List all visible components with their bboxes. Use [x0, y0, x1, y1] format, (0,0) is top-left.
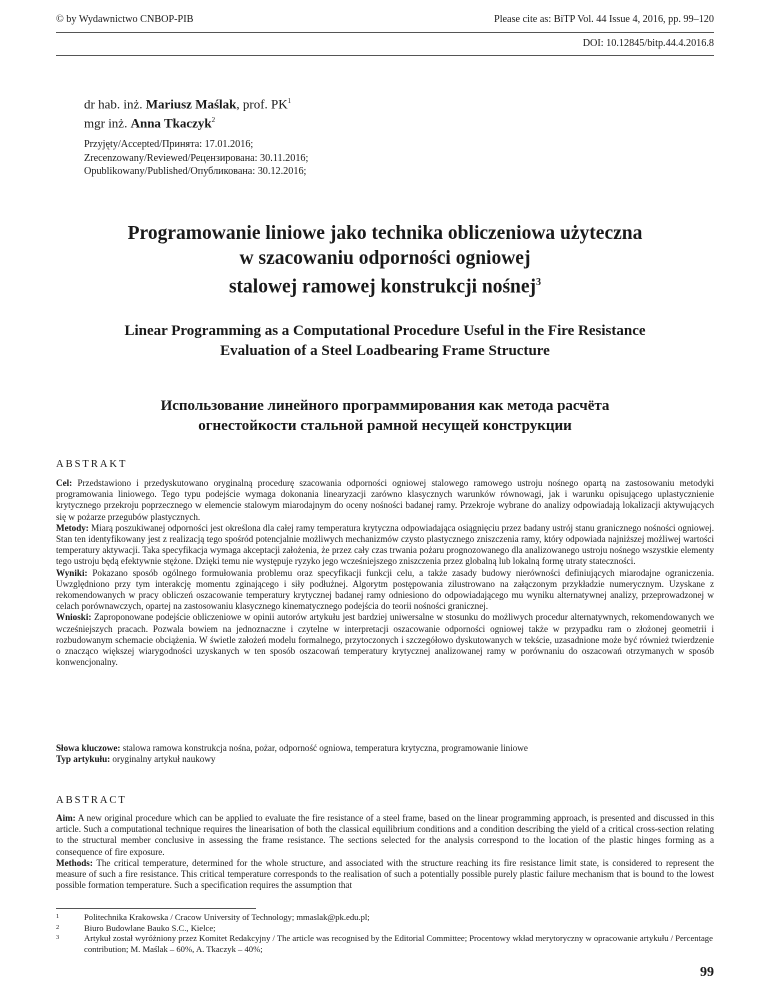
footnote-1: 1 Politechnika Krakowska / Cracow University of Technology; mmaslak@pk.edu.pl;	[56, 912, 370, 922]
title-russian: Использование линейного программирования как метода расчёта огнестойкости стальной рамной несущей конструкции	[160, 398, 610, 434]
keywords-block	[56, 743, 714, 766]
article-type: Typ artykułu: oryginalny artykuł naukowy	[56, 754, 216, 765]
footnote-rule	[56, 908, 256, 909]
abstrakt-metody: Metody: Miarą poszukiwanej odporności jest określona dla całej ramy temperatura krytyczna odpowiadająca osiągnięciu przez badany ustrój stanu granicznego nośności ogniowej. Stan ten identyfikowany jest z realizacją tego spośród potencjalnie możliwych mechanizmów czysto plastycznego zniszczenia ramy, który odpowiada najniższej możliwej wartości temperatury aktywacji. Taka specyfikacja wymaga akceptacji założenia, że przez cały czas trwania pożaru prognozowanego dla analizowanego ustroju nośnego wszystkie elementy tego ustroju będą efektywnie stężone. Dzięki temu nie występuje ryzyko jego wcześniejszego zniszczenia przez globalną lub lokalną formę utraty stateczności.	[56, 522, 714, 567]
author-1: dr hab. inż. Mariusz Maślak, prof. $PK^1$	[84, 96, 292, 112]
citation-note: Please cite as: BiTP Vol. 44 Issue 4, 2016, pp. 99–120	[494, 14, 714, 25]
footnote-3: 3 Artykuł został wyróżniony przez Komitet Redakcyjny / The article was recognised by the Editorial Committee; Procentowy wkład merytoryczny w opracowanie artykułu / Percentage contribution; M. Maślak – 60%, A. Tkaczyk – 40%;	[56, 933, 713, 954]
title-english: Linear Programming as a Computational Procedure Useful in the Fire Resistance Evaluation of a Steel Loadbearing Frame Structure	[124, 323, 646, 359]
abstrakt-body	[56, 478, 714, 668]
footnotes	[56, 912, 714, 954]
doi[interactable]: DOI: 10.12845/bitp.44.4.2016.8	[582, 38, 714, 49]
page	[56, 0, 714, 994]
accepted-date: Przyjęty/Accepted/Принята: 17.01.2016;	[84, 139, 254, 150]
header-rule-bottom	[56, 55, 714, 56]
abstract-aim: Aim: A new original procedure which can be applied to evaluate the fire resistance of a steel frame, based on the linear programming approach, is presented and discussed in this article. Such a computational technique requires the linearisation of both the classical equilibrium conditions and a condition describing the yield of a critical cross-section relating to the structural member conclusive in assessing the frame resistance. The sections selected for the analysis correspond to the location of the plastic hinges forming as a consequence of fire exposure.	[56, 813, 714, 857]
footnote-2: 2 Biuro Budowlane Bauko S.C., Kielce;	[56, 922, 216, 933]
title-polish: Programowanie liniowe jako technika obliczeniowa użyteczna w szacowaniu odporności ogniowej stalowej ramowej konstrukcji nośnej$^3$	[127, 223, 643, 298]
article-dates	[84, 138, 308, 179]
header-rule	[56, 32, 714, 33]
author-list	[84, 93, 291, 132]
author-2: mgr inż. Anna Tkaczyk$^2$	[84, 115, 216, 131]
abstrakt-cel: Cel: Przedstawiono i przedyskutowano oryginalną procedurę szacowania odporności ogniowej stalowego ramowego ustroju nośnego opartą na zastosowaniu metodyki programowania liniowego. Tego typu podejście wymaga dokonania linearyzacji zarówno klasycznych warunków równowagi, jak i warunku opisującego uplastycznienie krytycznego przekroju poprzecznego w elemencie stalowym miarodajnym do oceny nośności badanej ramy. Przekroje wybrane do analizy odpowiadają lokalizacji aktywujących się w pożarze przegubów plastycznych.	[56, 478, 714, 522]
keywords: Słowa kluczowe: stalowa ramowa konstrukcja nośna, pożar, odporność ogniowa, temperatura krytyczna, programowanie liniowe	[56, 743, 528, 753]
abstract-heading: ABSTRACT	[56, 795, 127, 806]
published-date: Opublikowany/Published/Опубликована: 30.12.2016;	[84, 166, 307, 178]
publisher-credit: © by Wydawnictwo CNBOP-PIB	[56, 14, 194, 25]
reviewed-date: Zrecenzowany/Reviewed/Рецензирована: 30.11.2016;	[84, 152, 309, 164]
abstrakt-heading: ABSTRAKT	[56, 459, 128, 470]
abstrakt-wnioski: Wnioski: Zaproponowane podejście obliczeniowe w opinii autorów artykułu jest bardziej uniwersalne w stosunku do możliwych procedur alternatywnych, rekomendowanych we wcześniejszych pracach. Pozwala bowiem na jednoznaczne i czytelne w interpretacji oszacowanie odporności ogniowej także w przypadku ram o złożonej geometrii i rozbudowanym schemacie obciążenia. W świetle założeń modelu formalnego, przytoczonych i szczegółowo dyskutowanych w tekście, uzasadnione może być również twierdzenie o znacząco większej wiarygodności uzyskanych w ten sposób oszacowań temperatury krytycznej analizowanej ramy w porównaniu do oszacowań otrzymanych w sposób konwencjonalny.	[56, 612, 714, 668]
page-number: 99	[700, 965, 714, 980]
abstrakt-wyniki: Wyniki: Pokazano sposób ogólnego formułowania problemu oraz specyfikacji funkcji celu, a także zasady budowy nierówności definiujących miarodajne ograniczenia. Uwzględniono przy tym interakcję momentu zginającego i siły podłużnej. Algorytm postępowania zilustrowano na załączonym przykładzie numerycznym. Uzyskane z rekomendowanych w pracy obliczeń oszacowanie temperatury krytycznej badanej ramy odniesiono do odpowiadającego mu wyniku alternatywnej analizy, przeprowadzonej w celach porównawczych, opartej na zastosowaniu klasycznego kinematycznego podejścia do teorii nośności granicznej.	[56, 567, 714, 612]
abstract-methods: Methods: The critical temperature, determined for the whole structure, and associated with the structure reaching its fire resistance limit state, is considered to represent the measure of such a fire resistance. This critical temperature corresponds to the realisation of such a potentially possible purely plastic failure mechanism that is bound to the lowest possible formation temperature. Such a specification requires the assumption that	[56, 857, 714, 891]
abstract-body	[56, 813, 714, 891]
